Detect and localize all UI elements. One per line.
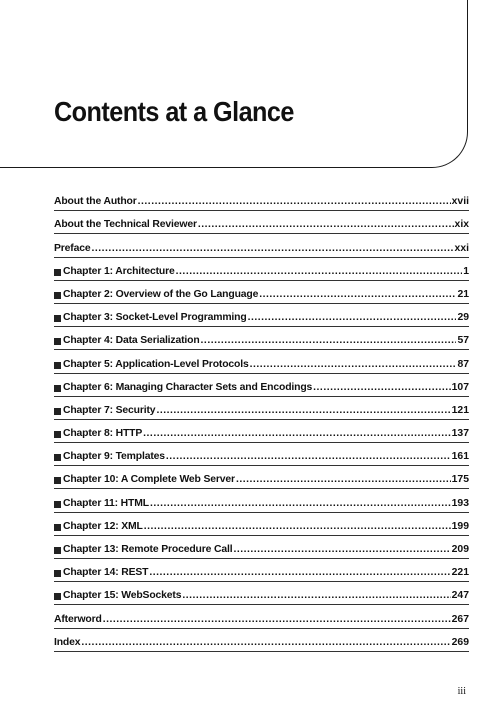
toc-entry-label: Preface <box>54 242 91 254</box>
dot-leader <box>176 266 463 277</box>
toc-entry-page: xvii <box>451 196 469 208</box>
toc-entry-page: 121 <box>451 404 469 416</box>
toc-entry-label: Chapter 2: Overview of the Go Language <box>63 288 259 300</box>
toc-entry[interactable] <box>54 374 469 397</box>
toc-entry-label: Chapter 15: WebSockets <box>63 590 182 602</box>
toc-entry-label: Chapter 7: Security <box>63 404 156 416</box>
toc-entry-page: 87 <box>457 358 469 370</box>
toc-entry-page: 137 <box>451 428 469 440</box>
toc-entry-label: Chapter 3: Socket-Level Programming <box>63 312 247 324</box>
dot-leader <box>198 219 454 230</box>
toc-entry[interactable] <box>54 211 469 234</box>
toc-entry[interactable] <box>54 304 469 327</box>
dot-leader <box>81 637 450 648</box>
toc-entry-label: Chapter 11: HTML <box>63 497 149 509</box>
dot-leader <box>138 196 451 207</box>
dot-leader <box>236 474 451 485</box>
toc-entry-label: Chapter 4: Data Serialization <box>63 335 200 347</box>
square-bullet-icon <box>54 362 61 369</box>
square-bullet-icon <box>54 408 61 415</box>
dot-leader <box>248 312 457 323</box>
toc-entry-page: 221 <box>451 567 469 579</box>
dot-leader <box>143 428 451 439</box>
title-frame <box>0 0 468 168</box>
dot-leader <box>92 243 454 254</box>
dot-leader <box>233 544 450 555</box>
toc-entry-label: Index <box>54 636 81 648</box>
toc-entry-page: 29 <box>457 312 469 324</box>
dot-leader <box>182 590 450 601</box>
toc-entry-page: 267 <box>451 613 469 625</box>
page-number: iii <box>457 686 466 697</box>
toc-entry-page: 209 <box>451 544 469 555</box>
toc-entry-label: Afterword <box>54 613 102 625</box>
toc-entry[interactable] <box>54 513 469 536</box>
toc-entry[interactable] <box>54 350 469 373</box>
toc-entry-page: 57 <box>457 335 469 347</box>
toc-entry[interactable] <box>54 258 469 281</box>
square-bullet-icon <box>54 454 61 461</box>
toc-entry[interactable] <box>54 397 469 420</box>
toc-entry-page: xix <box>454 219 469 231</box>
toc-entry-label: Chapter 5: Application-Level Protocols <box>63 358 249 370</box>
toc-entry[interactable] <box>54 443 469 466</box>
square-bullet-icon <box>54 338 61 345</box>
dot-leader <box>313 382 451 393</box>
toc-entry[interactable] <box>54 582 469 605</box>
toc-entry-page: 199 <box>451 520 469 532</box>
square-bullet-icon <box>54 385 61 392</box>
toc-entry-page: xxi <box>454 242 469 254</box>
dot-leader <box>201 335 457 346</box>
square-bullet-icon <box>54 593 61 600</box>
toc-entry-page: 107 <box>451 381 469 393</box>
toc-entry[interactable] <box>54 605 469 628</box>
square-bullet-icon <box>54 477 61 484</box>
toc-entry-page: 193 <box>451 497 469 509</box>
dot-leader <box>259 289 456 300</box>
toc-entry[interactable] <box>54 327 469 350</box>
square-bullet-icon <box>54 292 61 299</box>
toc-entry-label: About the Technical Reviewer <box>54 219 197 231</box>
toc-entry-label: Chapter 6: Managing Character Sets and Encodings <box>63 381 313 393</box>
toc-entry-page: 247 <box>451 590 469 602</box>
dot-leader <box>250 359 457 370</box>
toc-entry-page: 269 <box>451 636 469 648</box>
toc-entry-label: Chapter 14: REST <box>63 567 149 579</box>
square-bullet-icon <box>54 315 61 322</box>
toc-entry[interactable] <box>54 188 469 211</box>
toc-entry[interactable] <box>54 629 469 652</box>
toc-entry-label: Chapter 12: XML <box>63 520 143 532</box>
toc-entry[interactable] <box>54 234 469 257</box>
square-bullet-icon <box>54 269 61 276</box>
dot-leader <box>166 451 451 462</box>
toc-entry[interactable] <box>54 281 469 304</box>
toc-entry-label: Chapter 9: Templates <box>63 451 165 463</box>
toc-entry-label: Chapter 13: Remote Procedure Call <box>63 544 233 555</box>
table-of-contents <box>54 188 469 652</box>
toc-entry-page: 161 <box>451 451 469 463</box>
square-bullet-icon <box>54 547 61 554</box>
square-bullet-icon <box>54 431 61 438</box>
square-bullet-icon <box>54 570 61 577</box>
toc-entry-label: Chapter 8: HTTP <box>63 428 143 440</box>
toc-entry[interactable] <box>54 536 469 559</box>
toc-entry[interactable] <box>54 466 469 489</box>
square-bullet-icon <box>54 524 61 531</box>
dot-leader <box>103 614 451 625</box>
dot-leader <box>150 498 451 509</box>
toc-entry[interactable] <box>54 420 469 443</box>
dot-leader <box>149 567 450 578</box>
toc-entry-page: 1 <box>463 265 469 277</box>
dot-leader <box>156 405 450 416</box>
page-title: Contents at a Glance <box>54 96 294 127</box>
dot-leader <box>144 521 451 532</box>
toc-entry-page: 21 <box>457 288 469 300</box>
toc-entry-label: About the Author <box>54 196 137 208</box>
toc-entry[interactable] <box>54 489 469 512</box>
toc-entry-page: 175 <box>451 474 469 486</box>
toc-entry[interactable] <box>54 559 469 582</box>
toc-entry-label: Chapter 1: Architecture <box>63 265 175 277</box>
toc-entry-label: Chapter 10: A Complete Web Server <box>63 474 235 486</box>
square-bullet-icon <box>54 501 61 508</box>
